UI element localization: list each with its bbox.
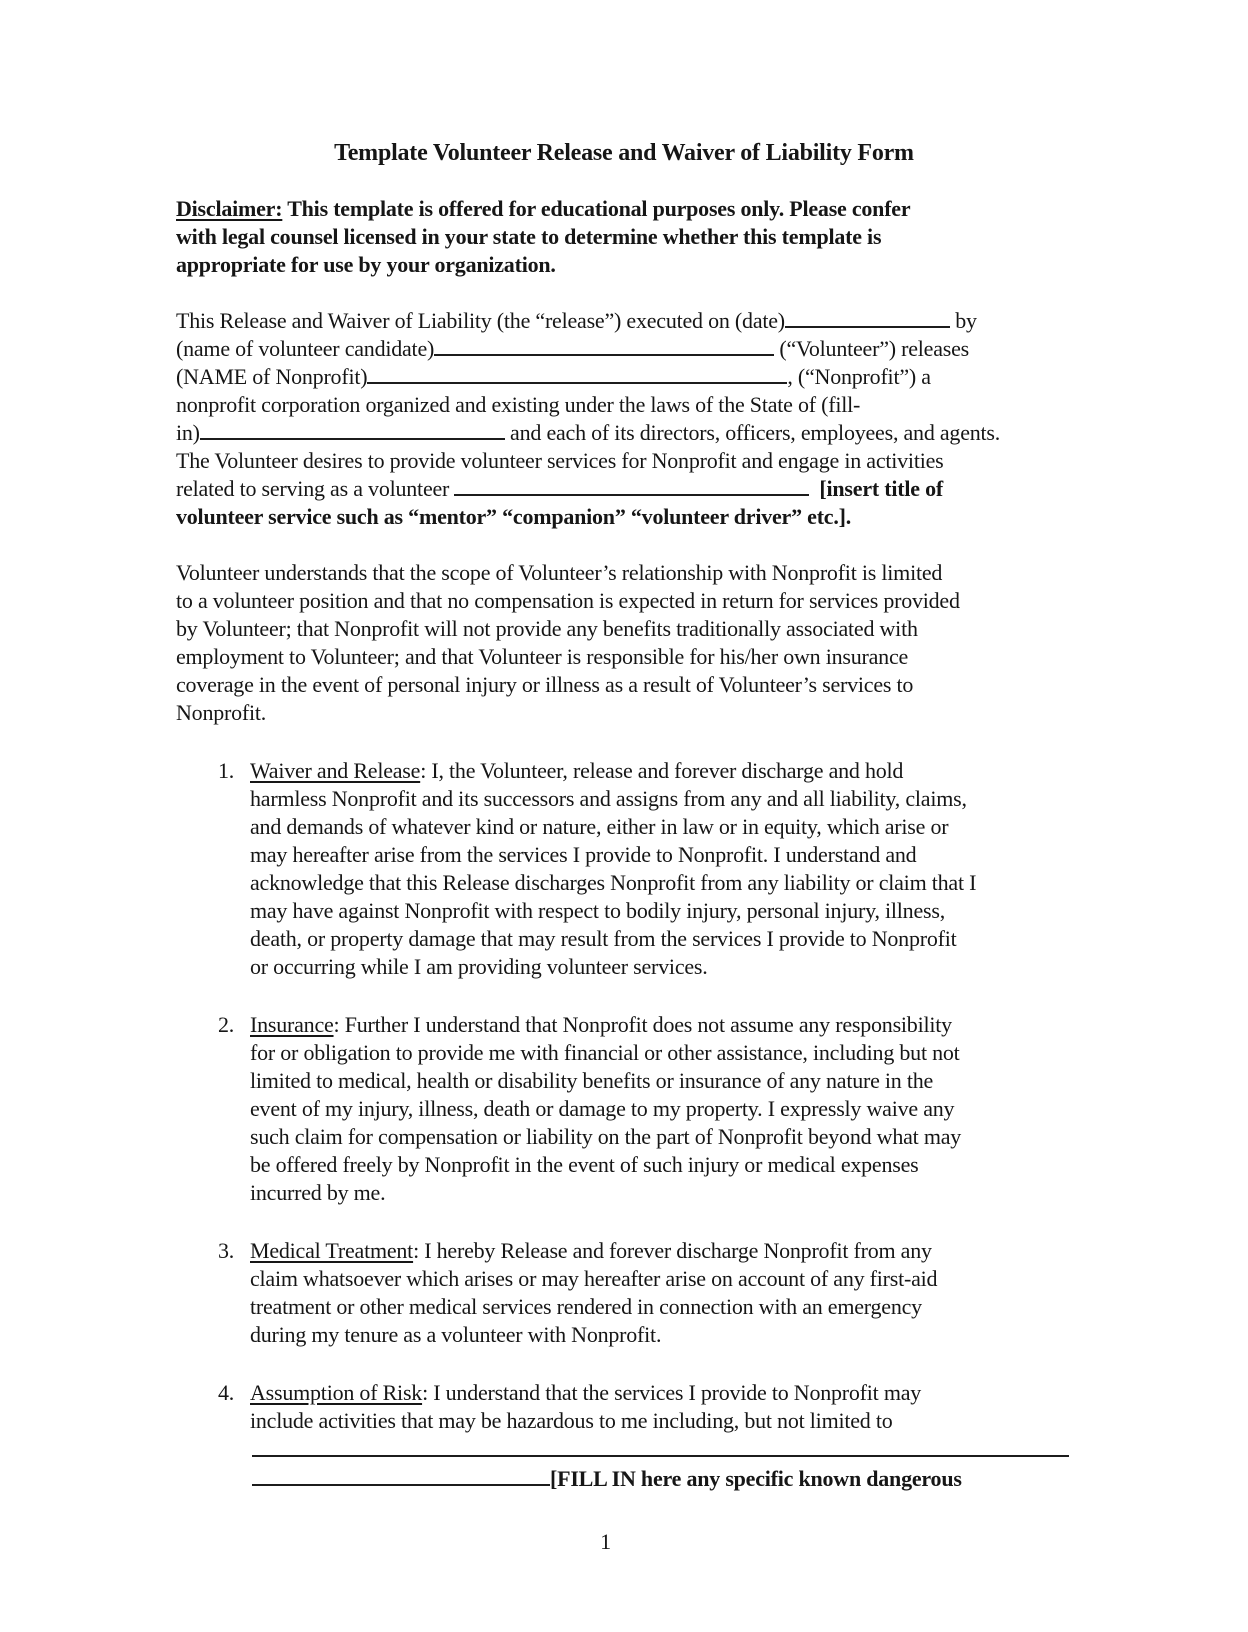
text-line: such claim for compensation or liability on the part of Nonprofit beyond what may: [250, 1124, 962, 1149]
item-text: [250, 1011, 1072, 1207]
text-line: [176, 335, 1072, 363]
intro-text: This Release and Waiver of Liability (the “release”) executed on (date): [176, 308, 785, 333]
list-item-insurance: [176, 1011, 1072, 1207]
text-line: death, or property damage that may result from the services I provide to Nonprofit: [250, 926, 957, 951]
text-line: [176, 363, 1072, 391]
item-number: 1.: [218, 758, 235, 783]
text-line: may have against Nonprofit with respect to bodily injury, personal injury, illness,: [250, 898, 945, 923]
text-line: incurred by me.: [250, 1180, 386, 1205]
text-line: for or obligation to provide me with financial or other assistance, including but not: [250, 1040, 960, 1065]
text-line: by Volunteer; that Nonprofit will not provide any benefits traditionally associated with: [176, 616, 918, 641]
disclaimer-label: Disclaimer:: [176, 196, 283, 221]
text-line: nonprofit corporation organized and existing under the laws of the State of (fill-: [176, 392, 861, 417]
volunteer-name-blank-line: [434, 349, 774, 356]
intro-text: related to serving as a volunteer: [176, 476, 455, 501]
text-line: during my tenure as a volunteer with Nonprofit.: [250, 1322, 662, 1347]
text-line: [250, 1379, 1072, 1407]
item-text: [250, 1237, 1072, 1349]
list-item-medical-treatment: [176, 1237, 1072, 1349]
scope-paragraph: [176, 559, 1072, 727]
text-line: [176, 195, 1072, 223]
intro-text: (“Volunteer”) releases: [774, 336, 969, 361]
item-heading: Insurance: [250, 1012, 334, 1037]
state-blank-line: [200, 433, 505, 440]
page-number: 1: [600, 1529, 611, 1554]
text-line: [176, 475, 1072, 503]
text-line: be offered freely by Nonprofit in the event of such injury or medical expenses: [250, 1152, 919, 1177]
text-line: [176, 307, 1072, 335]
hazard-blank-row-2: [252, 1465, 1072, 1493]
text-line: [250, 1011, 1072, 1039]
item-separator: :: [333, 1012, 345, 1037]
list-item-waiver-and-release: [176, 757, 1072, 981]
text-line: [250, 1237, 1072, 1265]
text-line: [176, 419, 1072, 447]
item-separator: :: [420, 758, 432, 783]
text-line: harmless Nonprofit and its successors and assigns from any and all liability, claims,: [250, 786, 967, 811]
item-heading: Medical Treatment: [250, 1238, 414, 1263]
text-line: and demands of whatever kind or nature, either in law or in equity, which arise or: [250, 814, 949, 839]
service-title-blank-line: [454, 489, 809, 496]
text-line: to a volunteer position and that no compensation is expected in return for services provided: [176, 588, 960, 613]
intro-text: and each of its directors, officers, employees, and agents.: [504, 420, 1001, 445]
text-line: The Volunteer desires to provide volunteer services for Nonprofit and engage in activities: [176, 448, 944, 473]
text-line: include activities that may be hazardous to me including, but not limited to: [250, 1408, 893, 1433]
text-line: may hereafter arise from the services I provide to Nonprofit. I understand and: [250, 842, 917, 867]
hazard-fill-in-section: [176, 1435, 1072, 1493]
item-line: Further I understand that Nonprofit does not assume any responsibility: [344, 1012, 952, 1037]
page-title: Template Volunteer Release and Waiver of Liability Form: [334, 140, 914, 166]
item-line: I understand that the services I provide to Nonprofit may: [433, 1380, 922, 1405]
text-line: Volunteer understands that the scope of Volunteer’s relationship with Nonprofit is limited: [176, 560, 943, 585]
text-line: with legal counsel licensed in your state to determine whether this template is: [176, 224, 882, 249]
text-line: event of my injury, illness, death or damage to my property. I expressly waive any: [250, 1096, 955, 1121]
text-line: appropriate for use by your organization.: [176, 252, 556, 277]
item-separator: :: [413, 1238, 425, 1263]
item-heading: Waiver and Release: [250, 758, 421, 783]
intro-text: in): [176, 420, 200, 445]
text-line: [250, 757, 1072, 785]
hazard-blank-line-1: [252, 1435, 1069, 1457]
intro-text: (NAME of Nonprofit): [176, 364, 368, 389]
numbered-list: [176, 757, 1072, 1435]
item-text: [250, 757, 1072, 981]
intro-text: , (“Nonprofit”) a: [787, 364, 931, 389]
disclaimer-paragraph: [176, 195, 1072, 279]
item-separator: :: [422, 1380, 434, 1405]
text-line: claim whatsoever which arises or may hereafter arise on account of any first-aid: [250, 1266, 938, 1291]
hazard-blank-line-2: [252, 1479, 550, 1486]
item-text: [250, 1379, 1072, 1435]
text-line: acknowledge that this Release discharges Nonprofit from any liability or claim that I: [250, 870, 977, 895]
intro-text: (name of volunteer candidate): [176, 336, 435, 361]
item-line: I hereby Release and forever discharge Nonprofit from any: [424, 1238, 932, 1263]
intro-text: by: [949, 308, 977, 333]
item-number: 3.: [218, 1238, 235, 1263]
item-line: I, the Volunteer, release and forever discharge and hold: [431, 758, 904, 783]
text-line: Nonprofit.: [176, 700, 267, 725]
text-line: volunteer service such as “mentor” “companion” “volunteer driver” etc.].: [176, 504, 852, 529]
fill-in-instruction: [FILL IN here any specific known dangerous: [550, 1466, 962, 1491]
text-line: or occurring while I am providing volunteer services.: [250, 954, 708, 979]
insert-title-instruction: [insert title of: [819, 476, 943, 501]
date-blank-line: [785, 321, 950, 328]
list-item-assumption-of-risk: [176, 1379, 1072, 1435]
disclaimer-text: This template is offered for educational purposes only. Please confer: [282, 196, 911, 221]
item-heading: Assumption of Risk: [250, 1380, 423, 1405]
text-line: employment to Volunteer; and that Volunteer is responsible for his/her own insurance: [176, 644, 909, 669]
item-number: 4.: [218, 1380, 235, 1405]
release-execution-paragraph: [176, 307, 1072, 531]
text-line: treatment or other medical services rendered in connection with an emergency: [250, 1294, 922, 1319]
nonprofit-name-blank-line: [367, 377, 787, 384]
text-line: coverage in the event of personal injury or illness as a result of Volunteer’s services to: [176, 672, 914, 697]
text-line: limited to medical, health or disability benefits or insurance of any nature in the: [250, 1068, 934, 1093]
item-number: 2.: [218, 1012, 235, 1037]
